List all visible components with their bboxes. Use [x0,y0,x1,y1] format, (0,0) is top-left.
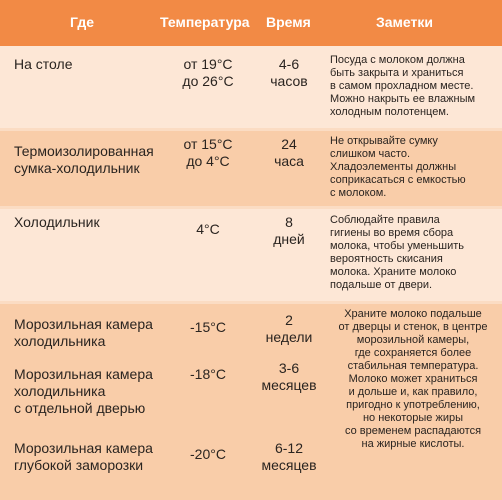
temperature-cell: -15°C [190,319,226,335]
header-notes: Заметки [376,14,433,30]
where-cell: Морозильная камера холодильника [14,316,153,349]
where-cell: Термоизолированная сумка-холодильник [14,143,154,176]
table-row [0,209,502,301]
time-cell: 2 недели [265,312,313,345]
freezer-notes-cell: Храните молоко подальше от дверцы и стенок, в центре морозильной камеры, где сохраняется более стабильная температура. Молоко может храниться и дольше и, как правило, пригодно к употреблению, но некоторые жиры со временем распадаются на жирные кислоты. [338,308,488,450]
notes-cell: Соблюдайте правила гигиены во время сбора молока, чтобы уменьшить вероятность скисания молока. Храните молоко подальше от двери. [330,214,465,291]
header-where: Где [70,14,95,30]
table-row [0,46,502,128]
where-cell: На столе [14,56,73,72]
header-temperature: Температура [160,14,250,30]
where-cell: Холодильник [14,214,100,230]
temperature-cell: от 15°C до 4°C [183,136,233,169]
notes-cell: Посуда с молоком должна быть закрыта и храниться в самом прохладном месте. Можно накрыть ее влажным холодным полотенцем. [330,54,476,118]
header-time: Время [266,14,311,30]
time-cell: 3-6 месяцев [261,360,317,393]
table-row [0,131,502,206]
freezer-block [0,304,502,500]
time-cell: 6-12 месяцев [261,440,317,473]
temperature-cell: -18°C [190,366,226,382]
time-cell: 4-6 часов [270,56,308,89]
where-cell: Морозильная камера холодильника с отдельной дверью [14,366,153,416]
temperature-cell: -20°C [190,446,226,462]
time-cell: 24 часа [274,136,304,169]
temperature-cell: от 19°C до 26°C [182,56,234,89]
notes-cell: Не открывайте сумку слишком часто. Хладоэлементы должны соприкасаться с емкостью с молоком. [330,135,466,199]
table-header [0,0,502,46]
time-cell: 8 дней [273,214,305,247]
temperature-cell: 4°C [196,221,220,237]
where-cell: Морозильная камера глубокой заморозки [14,440,153,473]
